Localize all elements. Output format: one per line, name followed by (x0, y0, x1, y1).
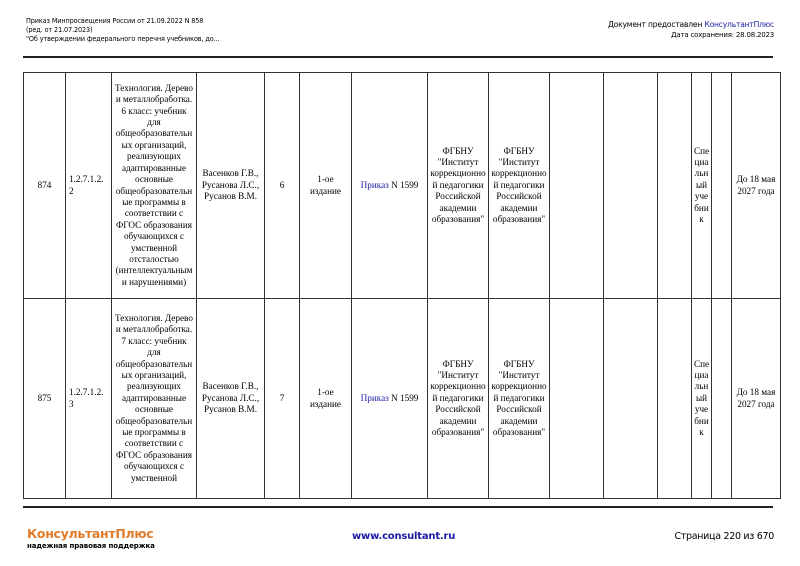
row-number: 874 (24, 73, 66, 299)
row-grade: 7 (265, 299, 300, 499)
row-valid-until: До 18 мая 2027 года (732, 299, 781, 499)
row-empty-cell (658, 299, 692, 499)
row-code: 1.2.7.1.2. 3 (66, 299, 112, 499)
header-order-title: Приказ Минпросвещения России от 21.09.2022 N 858 (26, 16, 204, 25)
provided-by: Документ предоставлен КонсультантПлюс (607, 20, 774, 29)
row-grade: 6 (265, 73, 300, 299)
row-empty-cell (604, 299, 658, 499)
row-publisher: ФГБНУ "Институт коррекционной педагогики Российской академии образования" (428, 299, 489, 499)
document-header-right (608, 20, 774, 40)
document-header-left (26, 16, 220, 43)
save-date: Дата сохранения: 28.08.2023 (671, 31, 774, 39)
row-title: Технология. Дерево и металлобработка. 6 класс: учебник для общеобразовательных организаций, реализующих адаптированные основные общеобразовательные программы в соответствии с ФГОС образования обучающихся с умственной отсталостью (интеллектуальными нарушениями) (112, 73, 197, 299)
table-row (24, 73, 781, 299)
table-row (24, 299, 781, 499)
header-divider (23, 56, 773, 58)
row-empty-cell (658, 73, 692, 299)
row-valid-until: До 18 мая 2027 года (732, 73, 781, 299)
textbook-table (23, 72, 781, 499)
row-empty-cell (712, 299, 732, 499)
header-revision: (ред. от 21.07.2023) (26, 25, 93, 34)
row-empty-cell (712, 73, 732, 299)
footer-url-link[interactable]: www.consultant.ru (352, 531, 456, 542)
row-code: 1.2.7.1.2. 2 (66, 73, 112, 299)
row-title: Технология. Дерево и металлобработка. 7 класс: учебник для общеобразовательных организаций, реализующих адаптированные основные общеобразовательные программы в соответствии с ФГОС образования обучающихся с умственной (112, 299, 197, 499)
provider-brand-link[interactable]: КонсультантПлюс (704, 20, 774, 29)
row-order: Приказ N 1599 (352, 299, 428, 499)
row-publisher-2: ФГБНУ "Институт коррекционной педагогики Российской академии образования" (489, 73, 550, 299)
order-link[interactable]: Приказ (360, 392, 389, 403)
row-number: 875 (24, 299, 66, 499)
footer-brand-logo: КонсультантПлюс (27, 526, 154, 541)
footer-brand (27, 527, 155, 551)
order-link[interactable]: Приказ (360, 179, 389, 190)
header-subject: "Об утверждении федерального перечня учебников, до... (26, 34, 220, 43)
row-type: Специальный учебник (692, 299, 712, 499)
row-edition: 1-ое издание (300, 73, 352, 299)
row-publisher-2: ФГБНУ "Институт коррекционной педагогики Российской академии образования" (489, 299, 550, 499)
row-empty-cell (550, 73, 604, 299)
row-empty-cell (550, 299, 604, 499)
row-empty-cell (604, 73, 658, 299)
row-edition: 1-ое издание (300, 299, 352, 499)
footer-brand-tagline: надежная правовая поддержка (27, 542, 155, 550)
row-type: Специальный учебник (692, 73, 712, 299)
row-publisher: ФГБНУ "Институт коррекционной педагогики Российской академии образования" (428, 73, 489, 299)
row-order: Приказ N 1599 (352, 73, 428, 299)
row-authors: Васенков Г.В., Русанова Л.С., Русанов В.М. (197, 299, 265, 499)
row-authors: Васенков Г.В., Русанова Л.С., Русанов В.М. (197, 73, 265, 299)
page-indicator: Страница 220 из 670 (674, 531, 774, 542)
footer-divider (23, 506, 773, 508)
